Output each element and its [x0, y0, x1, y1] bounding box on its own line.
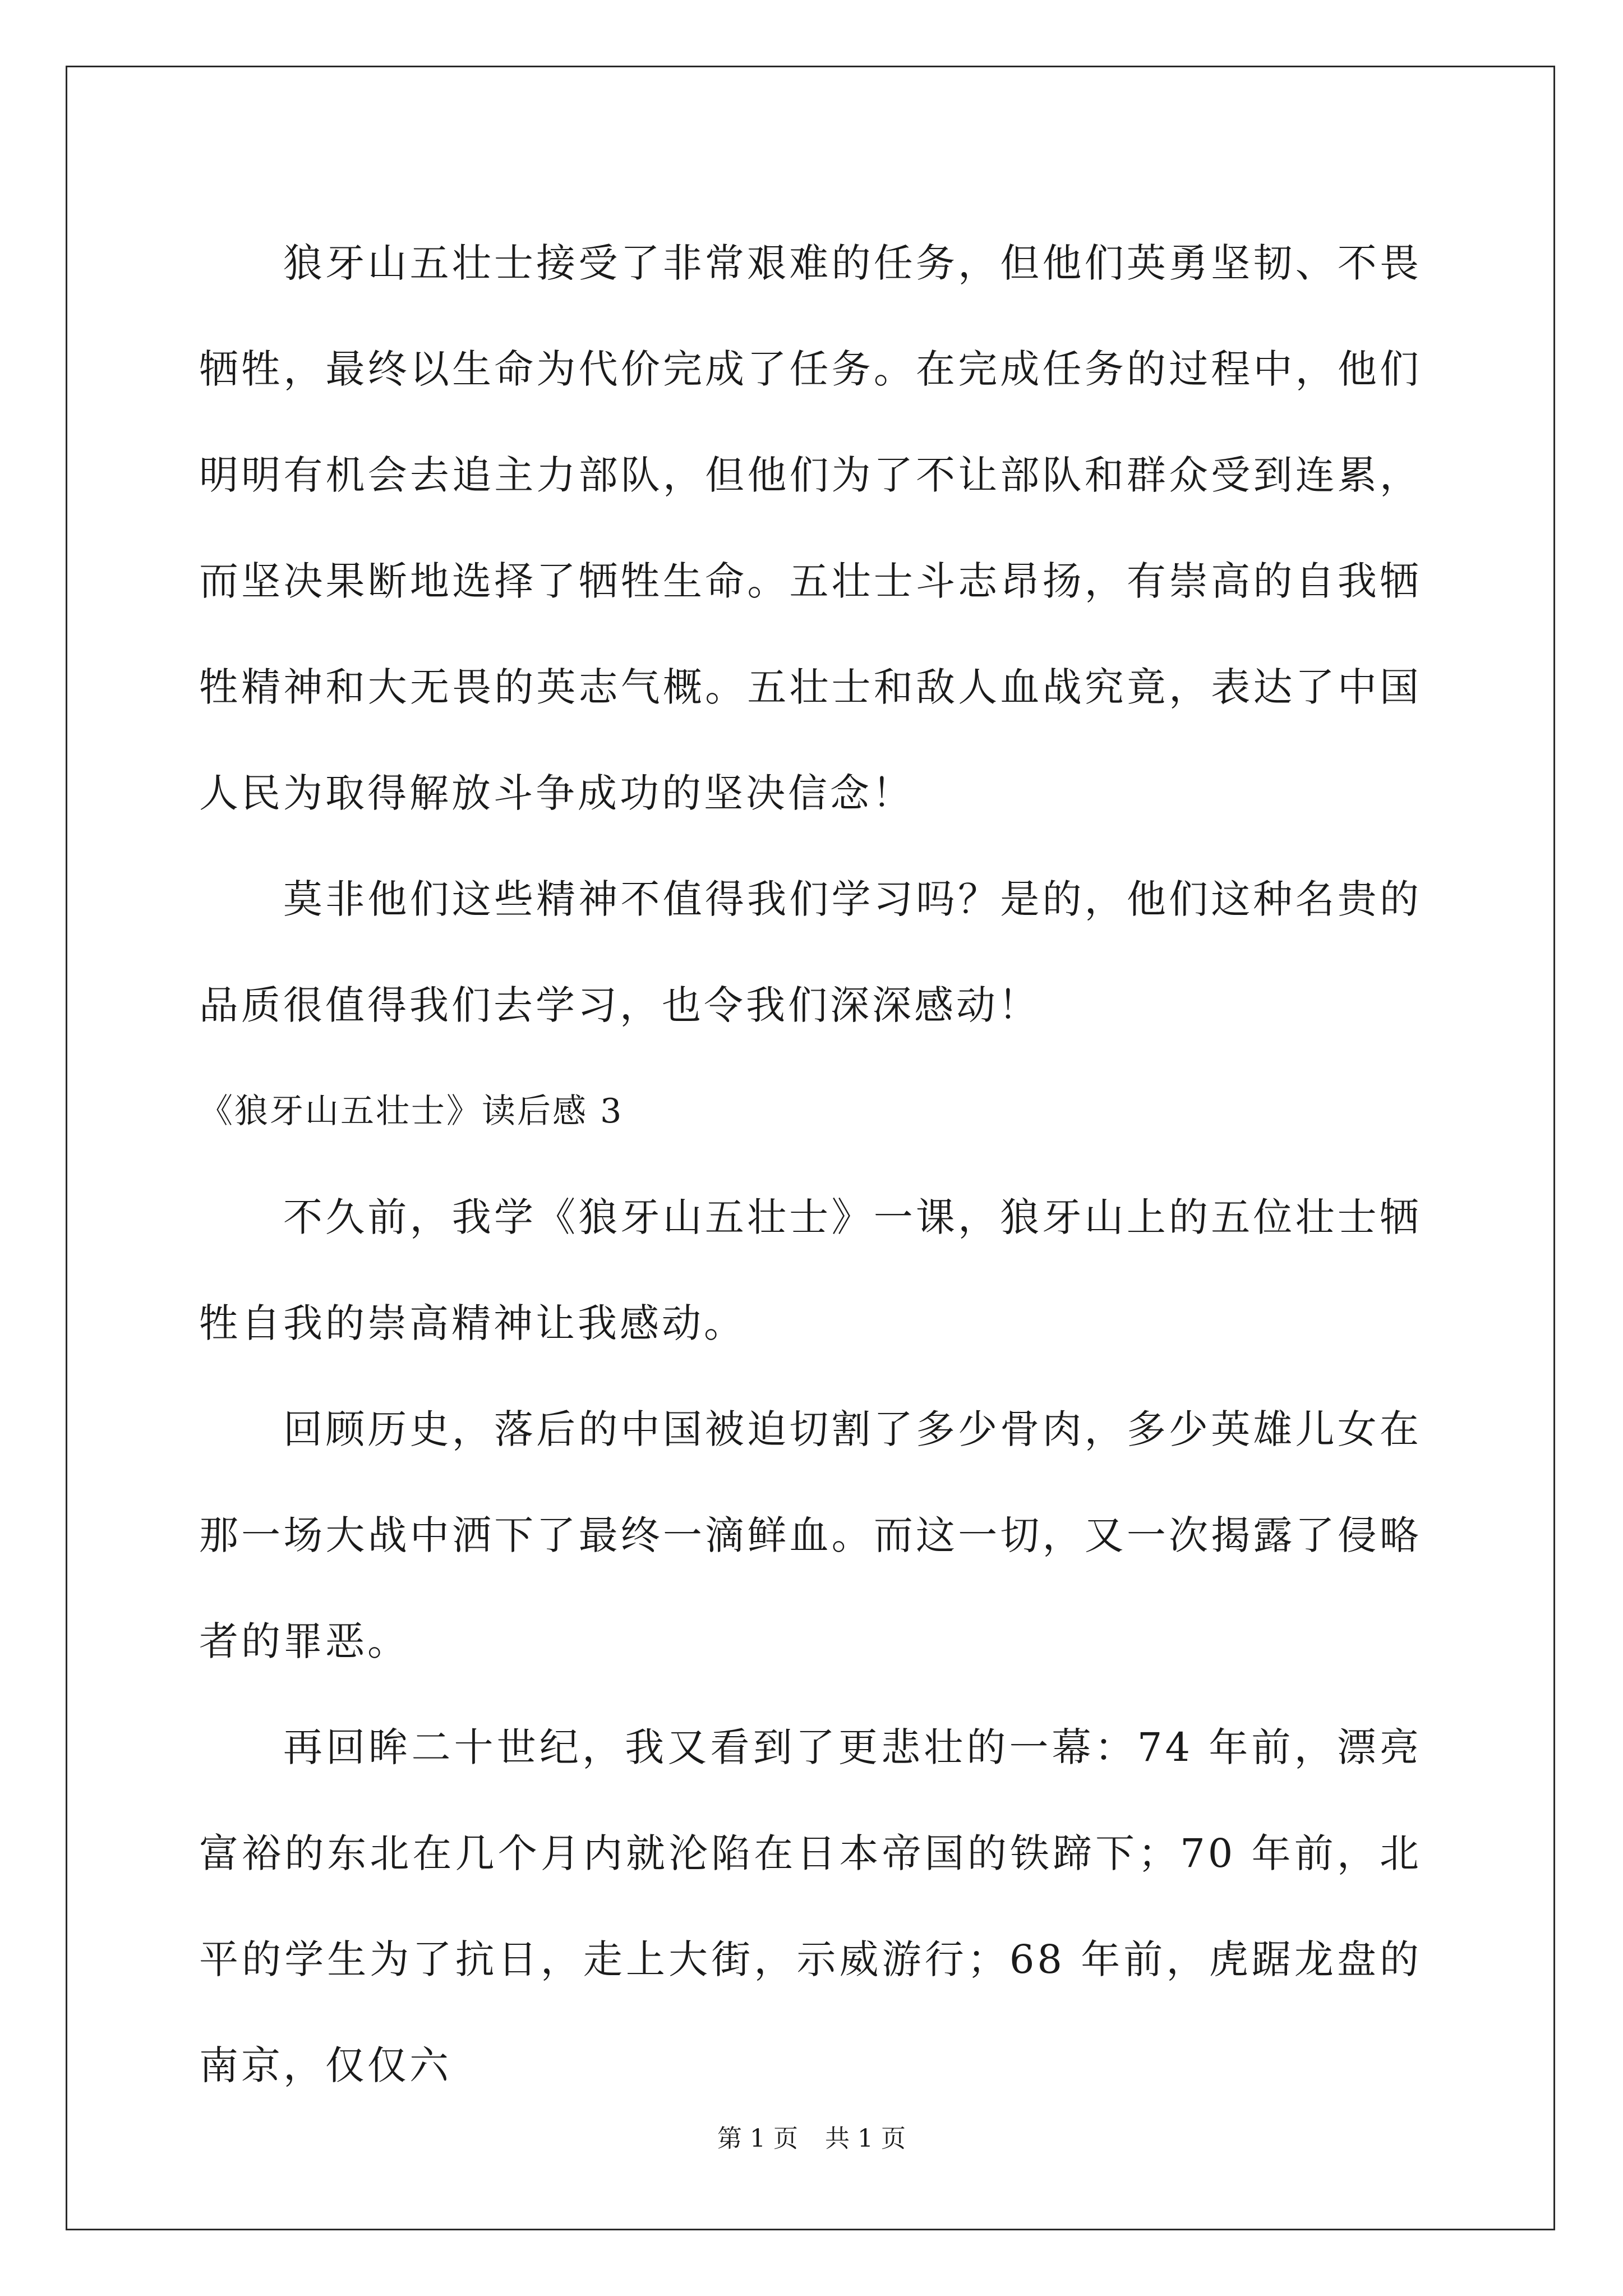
paragraph-4: 回顾历史，落后的中国被迫切割了多少骨肉，多少英雄儿女在那一场大战中洒下了最终一滴鲜血。而这一切，又一次揭露了侵略者的罪恶。 [199, 1406, 1422, 1664]
section-heading: 《狼牙山五壮士》读后感 3 [199, 1092, 624, 1131]
document-body [199, 210, 1422, 2119]
paragraph-2: 莫非他们这些精神不值得我们学习吗？是的，他们这种名贵的品质很值得我们去学习，也令我们深深感动！ [199, 876, 1422, 1028]
page-number-total: 共 1 页 [825, 2124, 906, 2153]
page-number-current: 第 1 页 [717, 2124, 798, 2153]
paragraph-1: 狼牙山五壮士接受了非常艰难的任务，但他们英勇坚韧、不畏牺牲，最终以生命为代价完成了任务。在完成任务的过程中，他们明明有机会去追主力部队，但他们为了不让部队和群众受到连累，而坚决果断地选择了牺牲生命。五壮士斗志昂扬，有崇高的自我牺牲精神和大无畏的英志气概。五壮士和敌人血战究竟，表达了中国人民为取得解放斗争成功的坚决信念！ [199, 240, 1422, 816]
paragraph-5: 再回眸二十世纪，我又看到了更悲壮的一幕：74 年前，漂亮富裕的东北在几个月内就沦陷在日本帝国的铁蹄下；70 年前，北平的学生为了抗日，走上大街，示威游行；68 年前，虎踞龙盘的南京，仅仅六 [199, 1724, 1422, 2088]
paragraph-3: 不久前，我学《狼牙山五壮士》一课，狼牙山上的五位壮士牺牲自我的崇高精神让我感动。 [199, 1194, 1422, 1346]
page-footer [0, 2122, 1623, 2156]
